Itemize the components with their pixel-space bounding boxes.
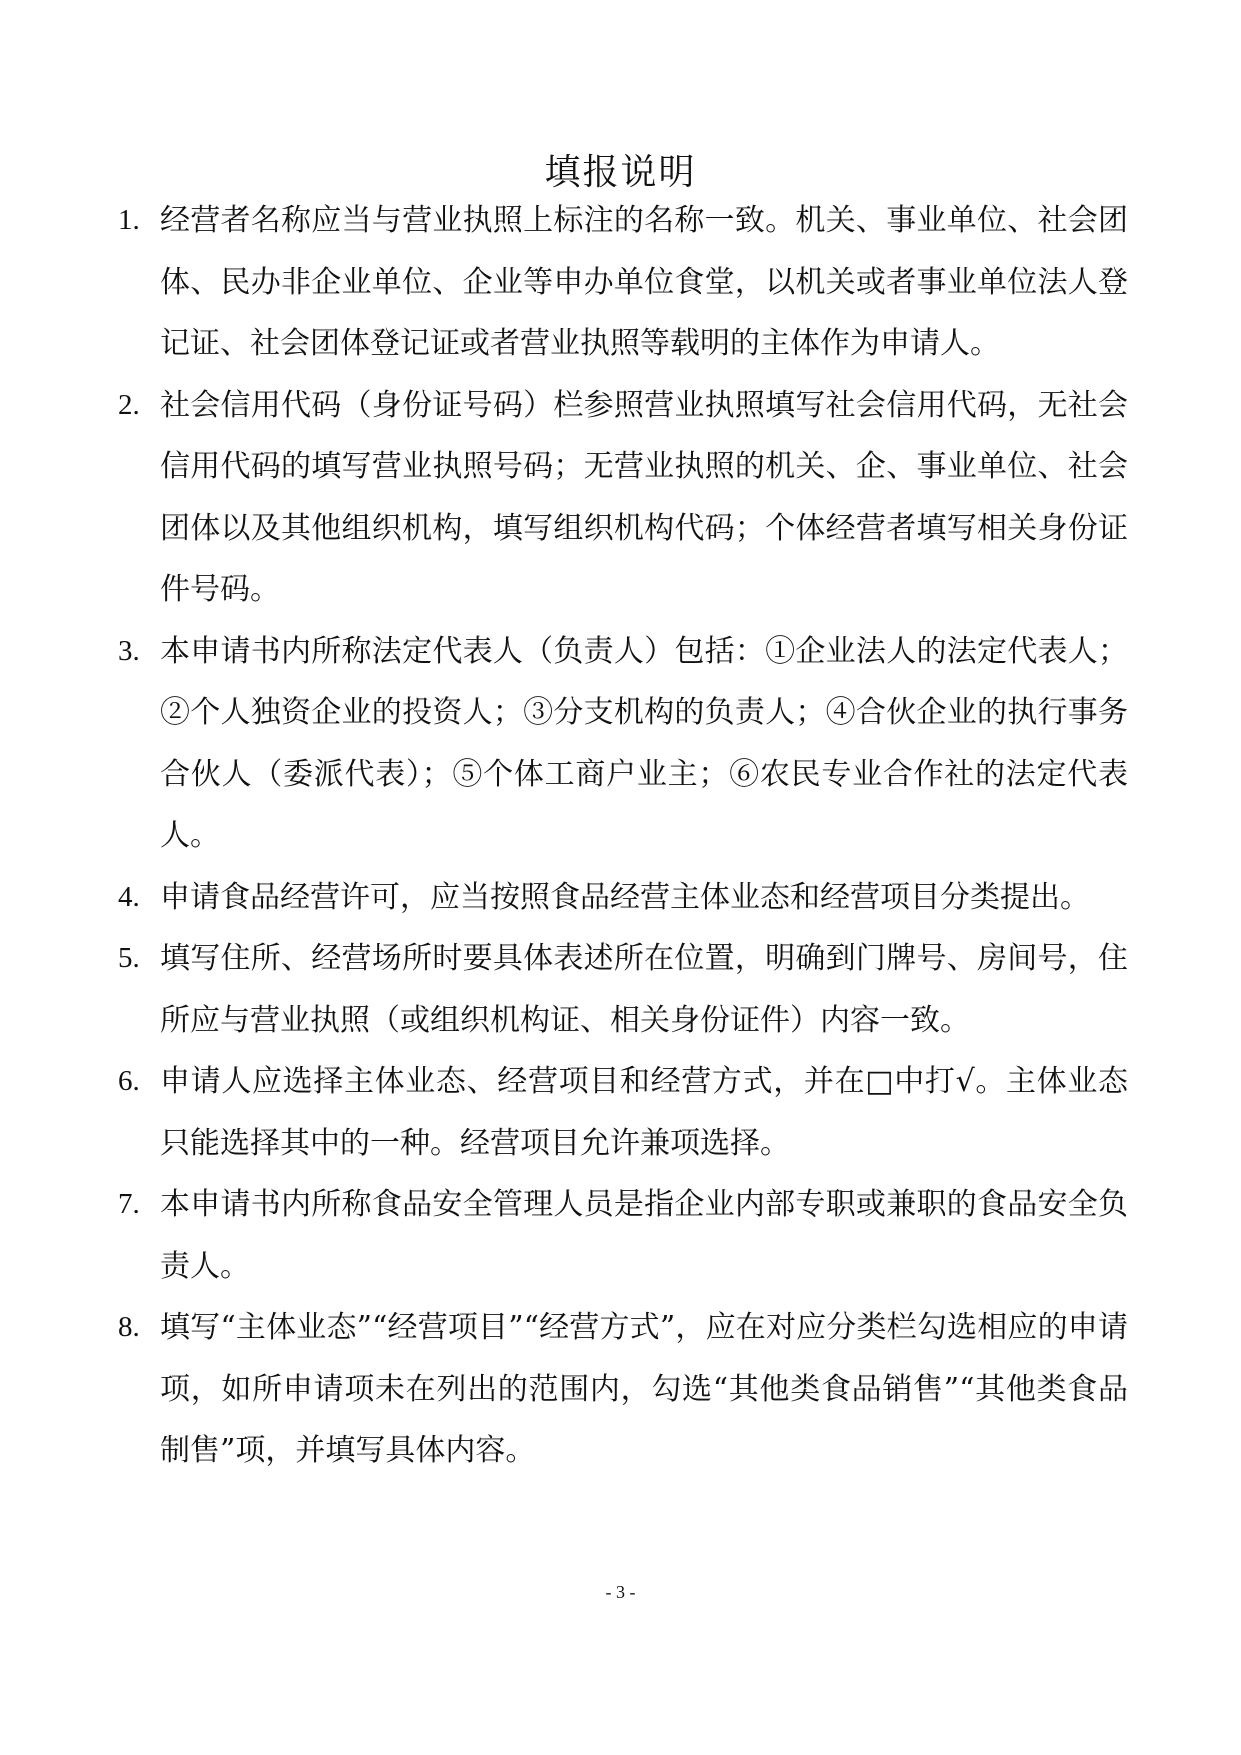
- item-text: 填写住所、经营场所时要具体表述所在位置，明确到门牌号、房间号，住所应与营业执照（或组织机构证、相关身份证件）内容一致。: [160, 941, 1128, 1038]
- item-number: 1.: [118, 204, 140, 236]
- list-item: [118, 867, 1128, 929]
- item-text: 本申请书内所称法定代表人（负责人）包括：①企业法人的法定代表人；②个人独资企业的投资人；③分支机构的负责人；④合伙企业的执行事务合伙人（委派代表）；⑤个体工商户业主；⑥农民专业合作社的法定代表人。: [160, 633, 1128, 853]
- item-number: 6.: [118, 1065, 140, 1097]
- item-text: 社会信用代码（身份证号码）栏参照营业执照填写社会信用代码，无社会信用代码的填写营业执照号码；无营业执照的机关、企、事业单位、社会团体以及其他组织机构，填写组织机构代码；个体经营者填写相关身份证件号码。: [160, 387, 1128, 607]
- item-number: 5.: [118, 942, 140, 974]
- item-text: 申请食品经营许可，应当按照食品经营主体业态和经营项目分类提出。: [160, 879, 1090, 915]
- item-number: 2.: [118, 388, 140, 421]
- list-item: [118, 621, 1128, 867]
- item-number: 8.: [118, 1311, 140, 1343]
- page-title: 填报说明: [544, 152, 697, 193]
- item-number: 3.: [118, 634, 140, 667]
- page-number: - 3 -: [605, 1582, 636, 1602]
- list-item: [118, 928, 1128, 1051]
- list-item: [118, 1174, 1128, 1297]
- list-item: [118, 1297, 1128, 1482]
- list-item: [118, 1051, 1128, 1174]
- item-text: 本申请书内所称食品安全管理人员是指企业内部专职或兼职的食品安全负责人。: [160, 1187, 1128, 1284]
- item-number: 7.: [118, 1188, 140, 1220]
- list-item: [118, 190, 1128, 375]
- item-text: 经营者名称应当与营业执照上标注的名称一致。机关、事业单位、社会团体、民办非企业单位、企业等申办单位食堂，以机关或者事业单位法人登记证、社会团体登记证或者营业执照等载明的主体作为申请人。: [160, 203, 1128, 361]
- item-text: 申请人应选择主体业态、经营项目和经营方式，并在□中打√。主体业态只能选择其中的一种。经营项目允许兼项选择。: [160, 1064, 1128, 1161]
- item-text: 填写“主体业态”“经营项目”“经营方式”，应在对应分类栏勾选相应的申请项，如所申请项未在列出的范围内，勾选“其他类食品销售”“其他类食品制售”项，并填写具体内容。: [160, 1310, 1128, 1468]
- instruction-list: [118, 190, 1128, 1482]
- item-number: 4.: [118, 880, 140, 913]
- list-item: [118, 375, 1128, 621]
